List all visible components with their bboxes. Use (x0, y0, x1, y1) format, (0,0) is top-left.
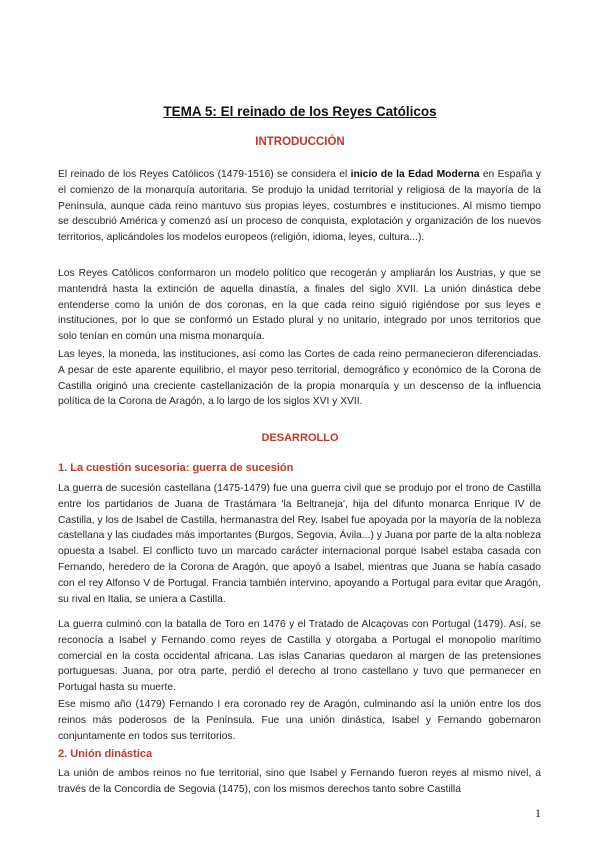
intro-paragraph-2: Los Reyes Católicos conformaron un modelo político que recogerán y ampliarán los Austrias, y que se mantendrá hasta la extinción de aquella dinastía, a finales del siglo XVII. La unión dinástica debe entenderse como la unión de dos coronas, en la que cada reino siguió rigiéndose por sus leyes e instituciones, por lo que se conformó un Estado plural y no unitario, integrado por unos territorios que solo tenían en común una misma monarquía. (58, 268, 541, 343)
intro-paragraph-3: Las leyes, la moneda, las instituciones, así como las Cortes de cada reino permanecieron diferenciadas. A pesar de este aparente equilibrio, el mayor peso territorial, demográfico y económico de la Corona de Castilla originó una creciente castellanización de la propia monarquía y un descenso de la influencia política de la Corona de Aragón, a lo largo de los siglos XVI y XVII. (58, 349, 541, 408)
heading-section-2: 2. Unión dinástica (58, 748, 153, 760)
section1-paragraph-1: La guerra de sucesión castellana (1475-1479) fue una guerra civil que se produjo por el trono de Castilla entre los partidarios de Juana de Trastámara 'la Beltraneja', hija del difunto monarca Enrique IV de Castilla, y los de Isabel de Castilla, hermanastra del Rey. Isabel fue apoyada por la mayoría de la nobleza castellana y las ciudades más importantes (Burgos, Segovia, Ávila...) y Juana por parte de la alta nobleza opuesta a Isabel. El conflicto tuvo un marcado carácter internacional porque Isabel estaba casada con Fernando, heredero de la Corona de Aragón, que apoyó a Isabel, mientras que Juana se había casado con el rey Alfonso V de Portugal. Francia también intervino, apoyando a Portugal para evitar que Aragón, su rival en Italia, se uniera a Castilla. (58, 483, 541, 605)
intro-paragraph-1: El reinado de los Reyes Católicos (1479-1516) se considera el inicio de la Edad Moderna en España y el comienzo de la monarquía autoritaria. Se produjo la unidad territorial y religiosa de la mayoría de la Península, aunque cada reino mantuvo sus propias leyes, costumbres e instituciones. Al mismo tiempo se descubrió América y comenzó así un proceso de conquista, explotación y organización de los nuevos territorios, aplicándoles los modelos europeos (religión, idioma, leyes, cultura...). (58, 169, 541, 244)
section1-paragraph-2: La guerra culminó con la batalla de Toro en 1476 y el Tratado de Alcaçovas con Portugal (1479). Así, se reconocía a Isabel y Fernando como reyes de Castilla y otorgaba a Portugal el monopolio marítimo comercial en la costa occidental africana. Las islas Canarias quedaron al margen de las pretensiones portuguesas. Juana, por otra parte, perdió el derecho al trono castellano y tuvo que permanecer en Portugal hasta su muerte. (58, 619, 541, 694)
heading-section-1: 1. La cuestión sucesoria: guerra de sucesión (58, 462, 294, 474)
heading-desarrollo: DESARROLLO (261, 432, 339, 444)
section1-paragraph-3: Ese mismo año (1479) Fernando I era coronado rey de Aragón, culminando así la unión entre los dos reinos más poderosos de la Península. Fue una unión dinástica, Isabel y Fernando gobernaron conjuntamente en todos sus territorios. (58, 699, 541, 742)
bold-phrase: inicio de la Edad Moderna (350, 169, 480, 180)
document-title: TEMA 5: El reinado de los Reyes Católicos (163, 104, 437, 119)
heading-introduccion: INTRODUCCIÓN (255, 136, 345, 148)
page-number: 1 (535, 806, 541, 820)
section2-paragraph-1: La unión de ambos reinos no fue territorial, sino que Isabel y Fernando fueron reyes al mismo nivel, a través de la Concordia de Segovia (1475), con los mismos derechos tanto sobre Castilla (58, 768, 541, 795)
